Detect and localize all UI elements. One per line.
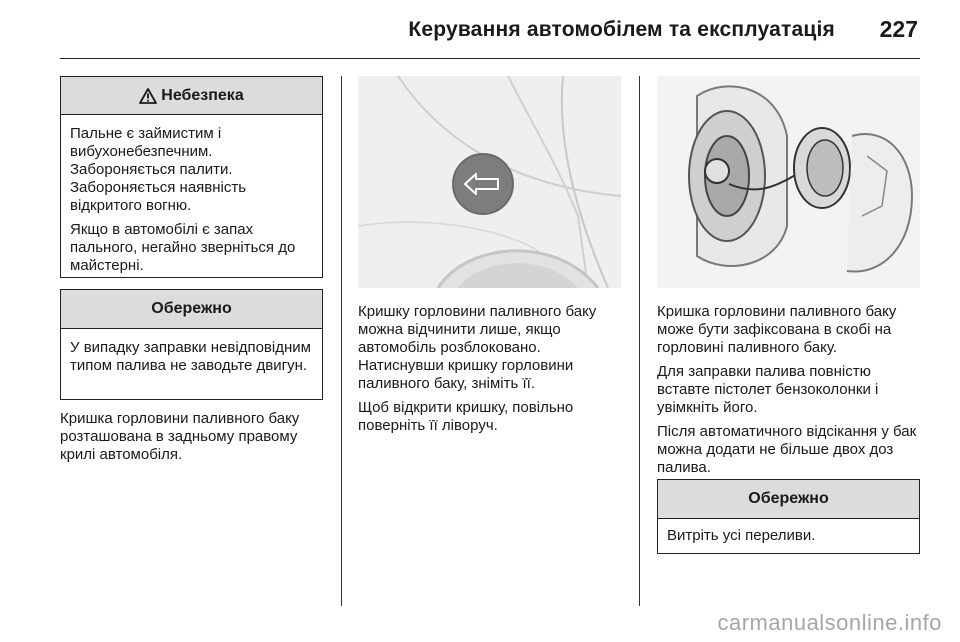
- caution-box-right-body: [658, 519, 919, 555]
- danger-paragraph-2: Якщо в автомобілі є запах пального, негайно зверніться до майстерні.: [70, 221, 296, 274]
- middle-paragraph-1: Кришку горловини паливного баку можна відчинити лише, якщо автомобіль розблоковано. Натиснувши кришку горловини паливного баку, зніміть її.: [358, 303, 597, 392]
- fuel-cap-tethered-icon: [657, 76, 920, 288]
- danger-paragraph-1: Пальне є займистим і вибухонебезпечним. Забороняється палити. Забороняється наявність відкритого вогню.: [70, 125, 247, 214]
- right-column-text: [657, 303, 923, 483]
- right-paragraph-2: Для заправки палива повністю вставте пістолет бензоколонки і увімкніть його.: [657, 363, 879, 416]
- fuel-cap-figure: [657, 76, 920, 288]
- middle-paragraph-2: Щоб відкрити кришку, повільно поверніть її ліворуч.: [358, 399, 574, 434]
- warning-triangle-icon: [139, 88, 157, 104]
- caution-box-right-heading: Обережно: [748, 490, 829, 507]
- danger-box-heading: Небезпека: [161, 86, 244, 104]
- column-divider-1: [341, 76, 342, 606]
- section-title: Керування автомобілем та експлуатація: [408, 18, 835, 41]
- caution-box-right: [657, 479, 920, 554]
- middle-column-text: [358, 303, 626, 441]
- danger-box: [60, 76, 323, 278]
- fuel-door-arrow-icon: [358, 76, 621, 288]
- car-fuel-door-figure: [358, 76, 621, 288]
- caution-left-paragraph-1: У випадку заправки невідповідним типом палива не заводьте двигун.: [70, 339, 311, 374]
- right-paragraph-3: Після автоматичного відсікання у бак можна додати не більше двох доз палива.: [657, 423, 917, 476]
- left-paragraph-1: Кришка горловини паливного баку розташована в задньому правому крилі автомобіля.: [60, 410, 300, 463]
- danger-box-header: [61, 77, 322, 115]
- danger-box-body: [61, 115, 322, 285]
- left-column-text: [60, 410, 325, 470]
- right-paragraph-1: Кришка горловини паливного баку може бути зафіксована в скобі на горловині паливного баку.: [657, 303, 897, 356]
- caution-box-left-body: [61, 329, 322, 385]
- caution-box-left: [60, 289, 323, 400]
- watermark: carmanualsonline.info: [717, 610, 942, 635]
- caution-box-right-header: [658, 480, 919, 519]
- page-number: 227: [879, 16, 918, 42]
- caution-box-left-header: [61, 290, 322, 329]
- header-divider: [60, 58, 920, 59]
- column-divider-2: [639, 76, 640, 606]
- caution-right-paragraph-1: Витріть усі переливи.: [667, 527, 816, 544]
- caution-box-left-heading: Обережно: [151, 300, 232, 317]
